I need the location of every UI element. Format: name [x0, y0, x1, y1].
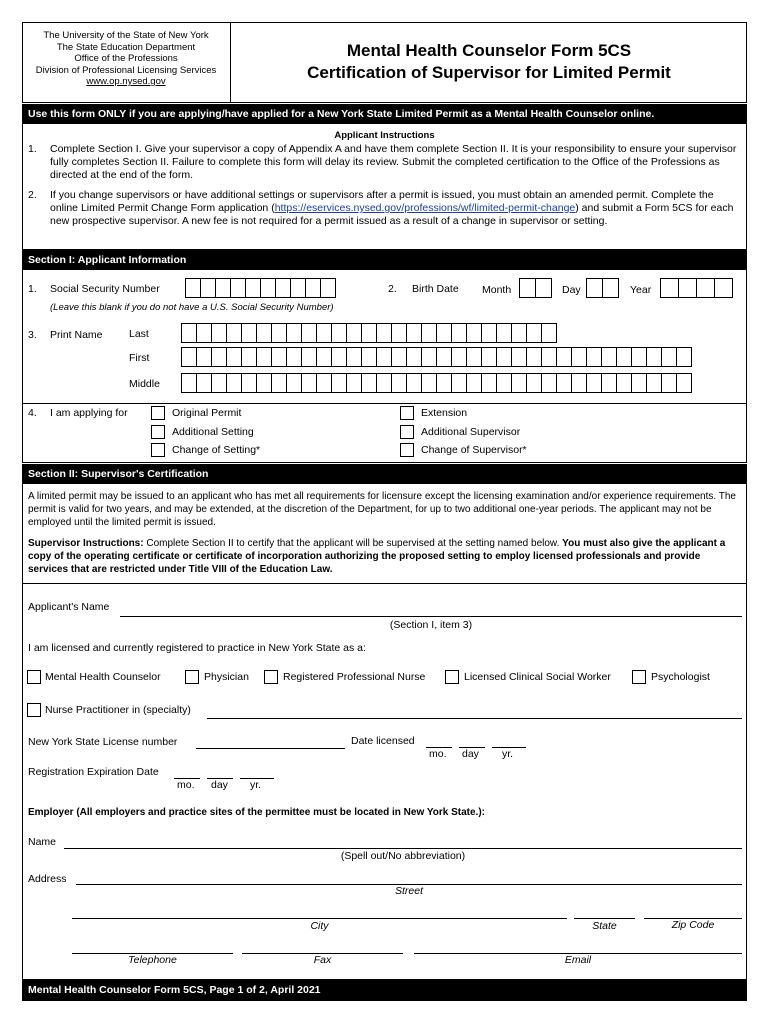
telephone-caption: Telephone	[128, 954, 177, 966]
day-caption: day	[462, 748, 479, 760]
original-permit-label: Original Permit	[172, 407, 242, 419]
yr-caption: yr.	[502, 748, 514, 760]
instruction-num: 1.	[28, 143, 37, 155]
agency-url[interactable]: www.op.nysed.gov	[86, 76, 166, 87]
instruction-2-text: If you change supervisors or have additional settings or supervisors after a permit is issued, you must obtain an amended permit. Complete the online Limited Permit Change Form application (	[50, 189, 714, 214]
date-licensed-label: Date licensed	[351, 735, 415, 747]
change-of-supervisor-label: Change of Supervisor*	[421, 444, 527, 456]
item-num: 1.	[28, 283, 37, 295]
lcsw-checkbox[interactable]	[445, 670, 459, 684]
item-num: 2.	[388, 283, 397, 295]
psychologist-label: Psychologist	[651, 671, 710, 683]
license-number-input[interactable]	[196, 748, 345, 749]
original-permit-checkbox[interactable]	[151, 406, 165, 420]
np-checkbox[interactable]	[27, 703, 41, 717]
instructions-heading: Applicant Instructions	[334, 130, 435, 141]
section1-bar: Section I: Applicant Information	[22, 250, 747, 270]
limited-permit-change-link[interactable]: https://eservices.nysed.gov/professions/wf/limited-permit-change	[274, 202, 576, 214]
title-line-2: Certification of Supervisor for Limited Permit	[307, 63, 671, 82]
license-number-label: New York State License number	[28, 736, 178, 748]
psychologist-checkbox[interactable]	[632, 670, 646, 684]
rpn-checkbox[interactable]	[264, 670, 278, 684]
section2-intro: A limited permit may be issued to an applicant who has met all requirements for licensure except the licensing examination and/or experience requirements. The permit is valid for two years, and may be extended, at the discretion of the Department, for up to two additional one-year periods. The applicant may not be employed until the limited permit is issued.	[28, 491, 736, 528]
employer-name-input[interactable]	[64, 848, 742, 849]
supervisor-instructions-text: Complete Section II to certify that the applicant will be supervised at the setting named below.	[143, 538, 563, 549]
section-ref-caption: (Section I, item 3)	[389, 619, 473, 631]
instruction-1: Complete Section I. Give your supervisor a copy of Appendix A and have them complete Section II. It is your responsibility to ensure your supervisor fully completes Section II. Failure to complete this form will delay its review. Submit the completed certification to the Office of the Professions as directed at the end of the form.	[50, 143, 737, 181]
applicant-name-input[interactable]	[120, 616, 742, 617]
instruction-num: 2.	[28, 189, 37, 201]
page-title	[231, 40, 747, 84]
first-name-label: First	[129, 352, 150, 364]
extension-checkbox[interactable]	[400, 406, 414, 420]
birth-year-input[interactable]	[660, 278, 733, 298]
item-num: 3.	[28, 329, 37, 341]
change-of-setting-label: Change of Setting*	[172, 444, 261, 456]
birth-day-input[interactable]	[586, 278, 619, 298]
city-caption: City	[310, 920, 329, 932]
instruction-2	[50, 189, 740, 228]
first-name-input[interactable]	[181, 347, 692, 367]
page-footer: Mental Health Counselor Form 5CS, Page 1 of 2, April 2021	[22, 979, 747, 1001]
item-num: 4.	[28, 407, 37, 419]
applying-for-label: I am applying for	[50, 407, 128, 419]
section2-bar: Section II: Supervisor's Certification	[22, 464, 747, 484]
change-of-supervisor-checkbox[interactable]	[400, 443, 414, 457]
additional-supervisor-checkbox[interactable]	[400, 425, 414, 439]
title-line-1: Mental Health Counselor Form 5CS	[346, 41, 632, 60]
extension-label: Extension	[421, 407, 468, 419]
address-label: Address	[28, 873, 67, 885]
agency-line: The State Education Department	[56, 41, 196, 53]
state-caption: State	[592, 920, 617, 932]
lcsw-label: Licensed Clinical Social Worker	[464, 671, 611, 683]
change-of-setting-checkbox[interactable]	[151, 443, 165, 457]
np-label: Nurse Practitioner in (specialty)	[45, 704, 191, 716]
reg-exp-label: Registration Expiration Date	[28, 766, 159, 778]
birth-date-label: Birth Date	[412, 283, 459, 295]
print-name-label: Print Name	[50, 329, 103, 341]
agency-line: The University of the State of New York	[43, 30, 209, 41]
spell-out-caption: (Spell out/No abbreviation)	[340, 850, 466, 862]
section1-divider	[22, 403, 747, 404]
ssn-label: Social Security Number	[50, 283, 160, 295]
city-input[interactable]	[72, 918, 567, 919]
physician-checkbox[interactable]	[185, 670, 199, 684]
applicant-name-label: Applicant's Name	[28, 601, 110, 613]
mo-caption: mo.	[429, 748, 447, 760]
rpn-label: Registered Professional Nurse	[283, 671, 426, 683]
birth-month-input[interactable]	[519, 278, 552, 298]
ssn-note: (Leave this blank if you do not have a U.S. Social Security Number)	[50, 302, 334, 313]
physician-label: Physician	[204, 671, 249, 683]
mhc-label: Mental Health Counselor	[45, 671, 161, 683]
day-label: Day	[562, 284, 581, 296]
supervisor-instructions-bold: You must also give the applicant a copy of the operating certificate or certificate of incorporation authorizing the proposed setting to employ licensed professionals and provide services that are restricted under Title VIII of the Education Law.	[28, 538, 726, 575]
middle-name-label: Middle	[129, 378, 160, 390]
year-label: Year	[630, 284, 652, 296]
middle-name-input[interactable]	[181, 373, 692, 393]
agency-line: Division of Professional Licensing Services	[35, 64, 217, 76]
np-specialty-input[interactable]	[207, 718, 742, 719]
ssn-input[interactable]	[185, 278, 336, 298]
employer-heading: Employer (All employers and practice sites of the permittee must be located in New York State.):	[28, 807, 485, 818]
street-caption: Street	[394, 885, 423, 897]
agency-block	[22, 30, 230, 88]
notice-bar: Use this form ONLY if you are applying/have applied for a New York State Limited Permit as a Mental Health Counselor online.	[22, 104, 747, 124]
email-caption: Email	[564, 954, 592, 966]
agency-line: Office of the Professions	[74, 53, 178, 64]
day-caption: day	[211, 779, 228, 791]
mhc-checkbox[interactable]	[27, 670, 41, 684]
additional-setting-checkbox[interactable]	[151, 425, 165, 439]
additional-supervisor-label: Additional Supervisor	[421, 426, 521, 438]
state-input[interactable]	[574, 918, 635, 919]
month-label: Month	[482, 284, 512, 296]
yr-caption: yr.	[250, 779, 262, 791]
zip-caption: Zip Code	[671, 919, 715, 931]
fax-caption: Fax	[313, 954, 332, 966]
additional-setting-label: Additional Setting	[172, 426, 254, 438]
mo-caption: mo.	[177, 779, 195, 791]
licensed-text: I am licensed and currently registered to practice in New York State as a:	[28, 642, 366, 654]
supervisor-instructions	[28, 537, 743, 576]
last-name-input[interactable]	[181, 323, 557, 343]
last-name-label: Last	[129, 328, 149, 340]
employer-name-label: Name	[28, 836, 57, 848]
instruction-2-tail: ) and submit a Form 5CS for each new prospective supervisor. A new fee is not required for a permit issued as a result of a change in supervisor or setting.	[50, 202, 734, 227]
supervisor-instructions-label: Supervisor Instructions:	[28, 538, 144, 549]
